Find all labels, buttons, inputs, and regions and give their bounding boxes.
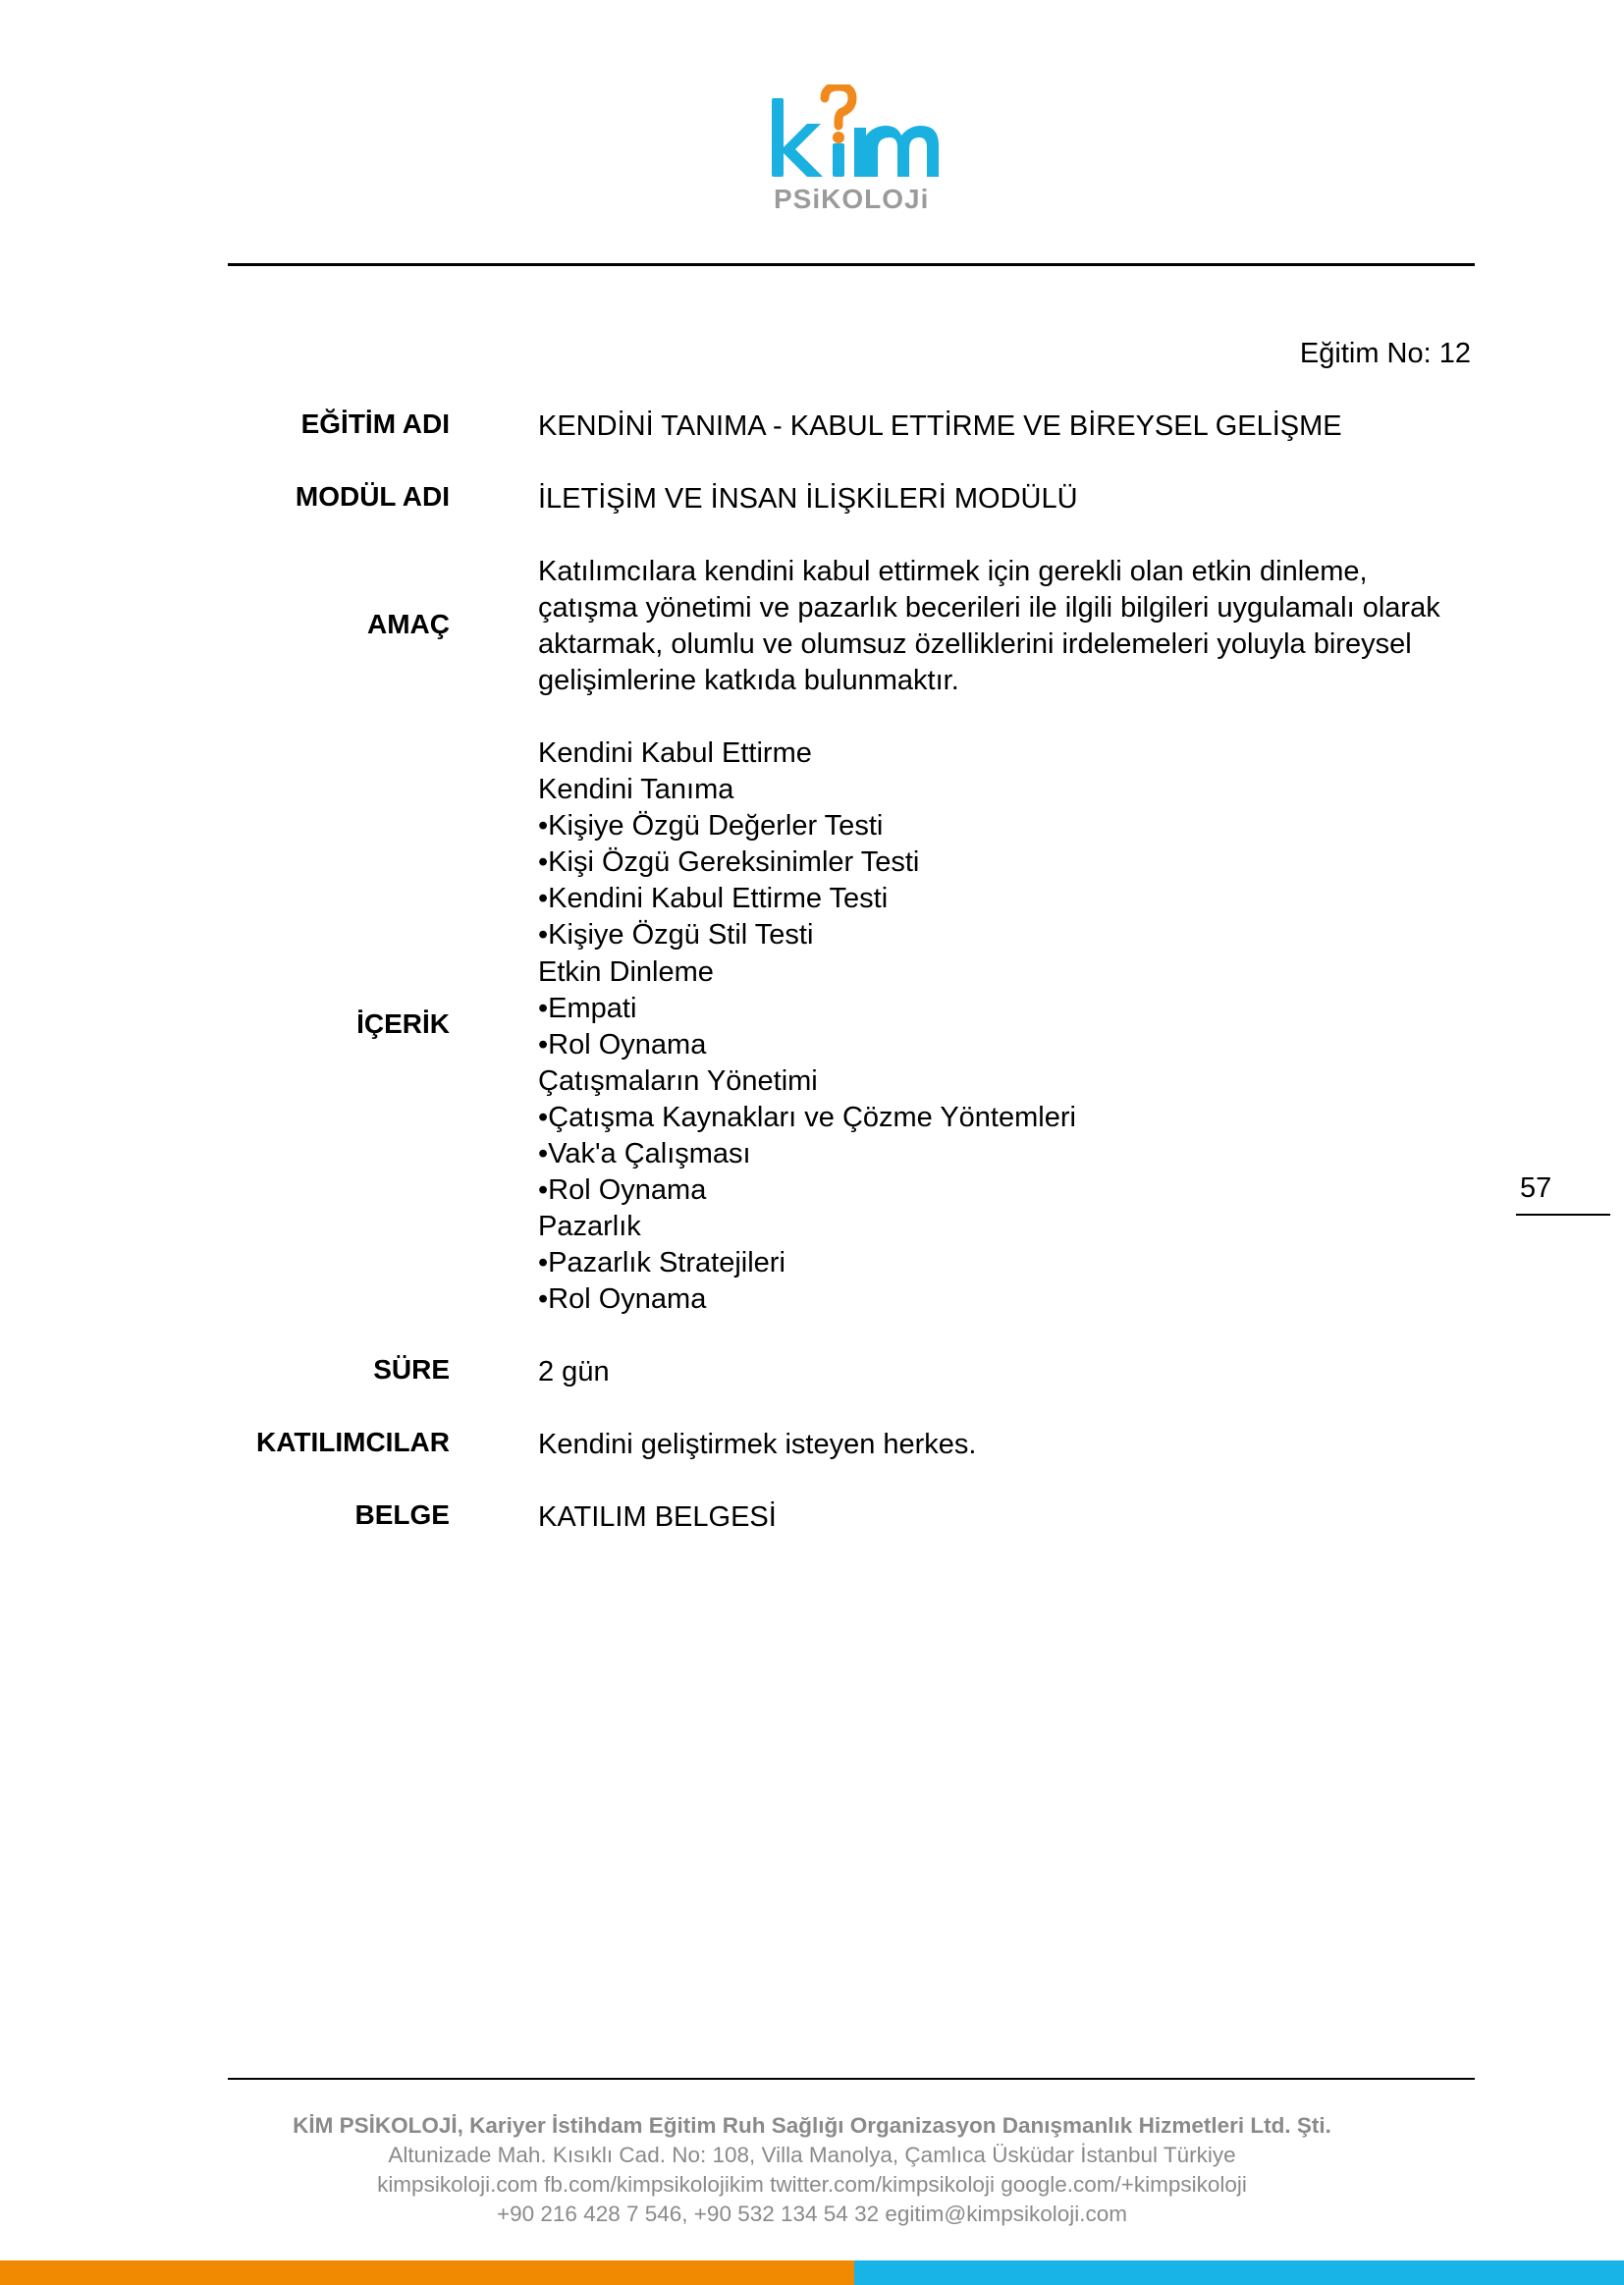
- purpose-line: Katılımcılara kendini kabul ettirmek için gerekli olan etkin dinleme,: [538, 556, 1368, 587]
- content-list: [538, 735, 1076, 1319]
- purpose-line: gelişimlerine katkıda bulunmaktır.: [538, 665, 959, 697]
- content-line: •Rol Oynama: [538, 1174, 707, 1207]
- footer-bar-orange: [0, 2260, 854, 2285]
- content-line: Çatışmaların Yönetimi: [538, 1064, 818, 1097]
- kim-psikoloji-logo: [756, 84, 952, 222]
- content-line: •Rol Oynama: [538, 1028, 707, 1061]
- footer-company-rest: , Kariyer İstihdam Eğitim Ruh Sağlığı Organizasyon Danışmanlık Hizmetleri Ltd. Şti.: [457, 2113, 1331, 2138]
- duration-label: SÜRE: [373, 1354, 450, 1385]
- training-name-label: EĞİTİM ADI: [300, 408, 450, 439]
- certificate-label: BELGE: [354, 1499, 450, 1530]
- logo-subtext: PSiKOLOJi: [774, 184, 930, 214]
- content-line: Etkin Dinleme: [538, 955, 714, 988]
- content-line: •Empati: [538, 992, 637, 1024]
- footer-web-links: kimpsikoloji.com fb.com/kimpsikolojikim twitter.com/kimpsikoloji google.com/+kimpsikoloji: [377, 2172, 1247, 2197]
- content-line: Kendini Tanıma: [538, 774, 734, 806]
- footer-contact: +90 216 428 7 546, +90 532 134 54 32 egitim@kimpsikoloji.com: [496, 2202, 1127, 2226]
- page-number: 57: [1520, 1172, 1552, 1204]
- purpose-label: AMAÇ: [367, 609, 450, 639]
- purpose-line: aktarmak, olumlu ve olumsuz özelliklerini irdelemeleri yoluyla bireysel: [538, 628, 1412, 661]
- footer-address: Altunizade Mah. Kısıklı Cad. No: 108, Villa Manolya, Çamlıca Üsküdar İstanbul Türkiye: [388, 2143, 1236, 2167]
- content-line: •Kendini Kabul Ettirme Testi: [538, 883, 889, 915]
- purpose-text: [538, 554, 1440, 699]
- content-line: •Pazarlık Stratejileri: [538, 1247, 785, 1279]
- footer-divider: [228, 2078, 1475, 2080]
- purpose-line: çatışma yönetimi ve pazarlık becerileri ile ilgili bilgileri uygulamalı olarak: [538, 592, 1440, 625]
- content-line: •Çatışma Kaynakları ve Çözme Yöntemleri: [538, 1101, 1076, 1133]
- training-name-value: KENDİNİ TANIMA - KABUL ETTİRME VE BİREYSEL GELİŞME: [538, 410, 1342, 442]
- training-number: Eğitim No: 12: [1299, 338, 1471, 369]
- content-line: Pazarlık: [538, 1211, 641, 1243]
- duration-value: 2 gün: [538, 1356, 610, 1387]
- footer-company: [0, 2111, 1624, 2141]
- logo-graphic: [756, 84, 952, 222]
- header-divider: [228, 263, 1475, 266]
- content-line: •Rol Oynama: [538, 1283, 707, 1316]
- module-name-label: MODÜL ADI: [295, 481, 450, 512]
- content-label: İÇERİK: [356, 1008, 450, 1039]
- content-line: Kendini Kabul Ettirme: [538, 737, 812, 769]
- module-name-value: İLETİŞİM VE İNSAN İLİŞKİLERİ MODÜLÜ: [538, 483, 1078, 515]
- participants-value: Kendini geliştirmek isteyen herkes.: [538, 1429, 977, 1460]
- content-line: •Kişi Özgü Gereksinimler Testi: [538, 846, 920, 879]
- certificate-value: KATILIM BELGESİ: [538, 1501, 777, 1533]
- participants-label: KATILIMCILAR: [256, 1427, 450, 1457]
- content-line: •Kişiye Özgü Stil Testi: [538, 919, 814, 952]
- footer-company-name: KİM PSİKOLOJİ: [293, 2113, 458, 2138]
- page-number-underline: [1516, 1214, 1610, 1216]
- content-line: •Vak'a Çalışması: [538, 1138, 751, 1170]
- content-line: •Kişiye Özgü Değerler Testi: [538, 810, 884, 843]
- footer-bar-blue: [854, 2260, 1624, 2285]
